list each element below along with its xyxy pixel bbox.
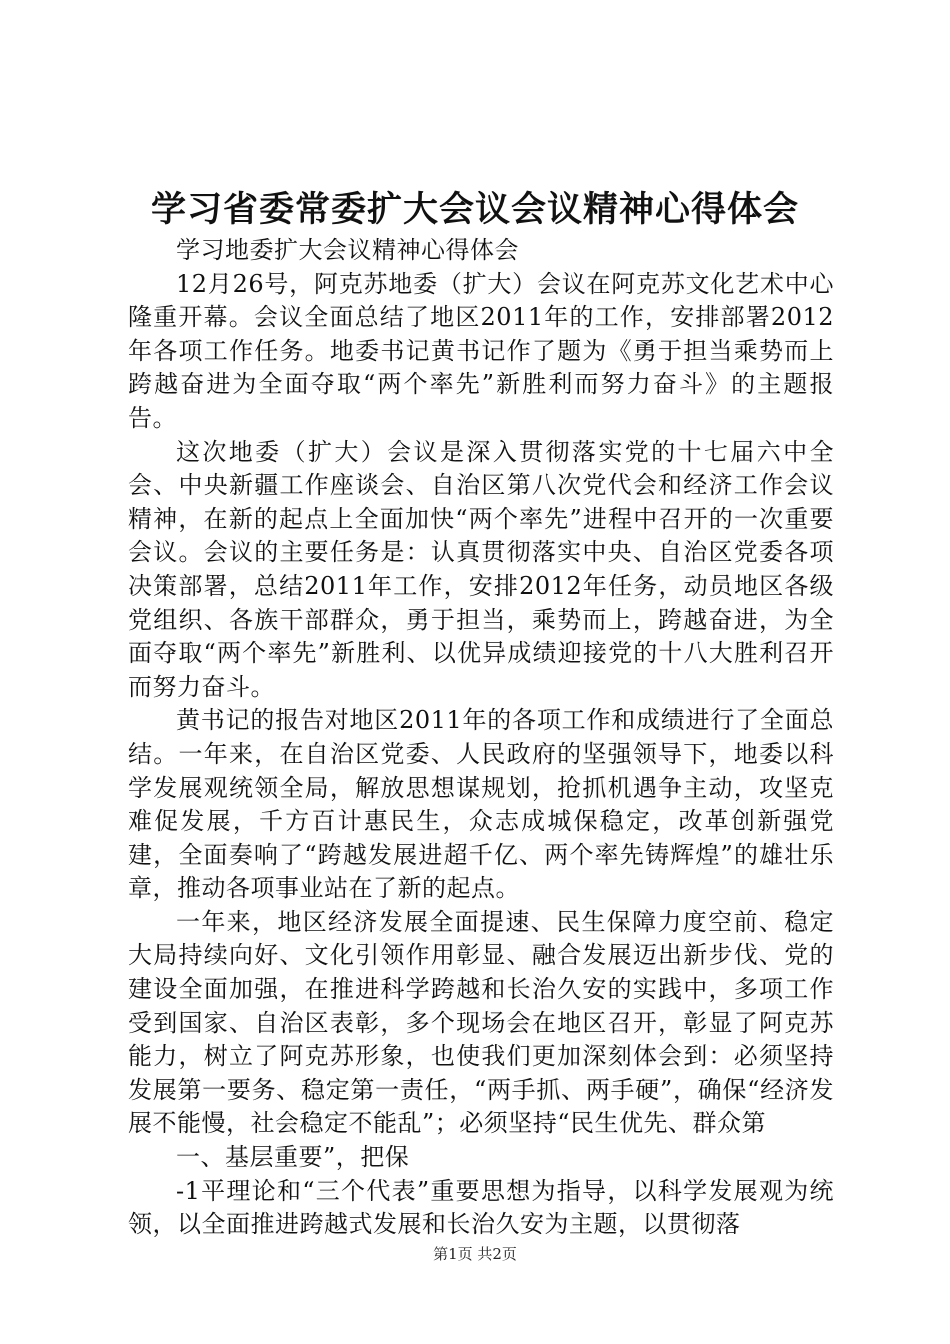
paragraph: 一年来，地区经济发展全面提速、民生保障力度空前、稳定大局持续向好、文化引领作用彰显、融合发展迈出新步伐、党的建设全面加强，在推进科学跨越和长治久安的实践中，多项工作受到国家、自治区表彰，多个现场会在地区召开，彰显了阿克苏能力，树立了阿克苏形象，也使我们更加深刻体会到：必须坚持发展第一要务、稳定第一责任，“两手抓、两手硬”，确保“经济发展不能慢，社会稳定不能乱”；必须坚持“民生优先、群众第 [128,907,834,1138]
paragraph-subtitle: 学习地委扩大会议精神心得体会 [176,236,519,264]
paragraph: -1平理论和“三个代表”重要思想为指导，以科学发展观为统领，以全面推进跨越式发展和长治久安为主题，以贯彻落 [128,1176,834,1239]
paragraph: 这次地委（扩大）会议是深入贯彻落实党的十七届六中全会、中央新疆工作座谈会、自治区第八次党代会和经济工作会议精神，在新的起点上全面加快“两个率先”进程中召开的一次重要会议。会议的主要任务是：认真贯彻落实中央、自治区党委各项决策部署，总结2011年工作，安排2012年任务，动员地区各级党组织、各族干部群众，勇于担当，乘势而上，跨越奋进，为全面夺取“两个率先”新胜利、以优异成绩迎接党的十八大胜利召开而努力奋斗。 [128,437,834,701]
paragraph: 一、基层重要”，把保 [176,1143,410,1172]
document-title: 学习省委常委扩大会议会议精神心得体会 [150,189,799,230]
paragraph: 黄书记的报告对地区2011年的各项工作和成绩进行了全面总结。一年来，在自治区党委、人民政府的坚强领导下，地委以科学发展观统领全局，解放思想谋规划，抢抓机遇争主动，攻坚克难促发展，千方百计惠民生，众志成城保稳定，改革创新强党建，全面奏响了“跨越发展进超千亿、两个率先铸辉煌”的雄壮乐章，推动各项事业站在了新的起点。 [128,706,834,903]
page-number-footer: 第1页 共2页 [433,1245,517,1263]
document-body [128,234,834,1242]
paragraph: 12月26号，阿克苏地委（扩大）会议在阿克苏文化艺术中心隆重开幕。会议全面总结了地区2011年的工作，安排部署2012年各项工作任务。地委书记黄书记作了题为《勇于担当乘势而上跨越奋进为全面夺取“两个率先”新胜利而努力奋斗》的主题报告。 [128,269,834,432]
